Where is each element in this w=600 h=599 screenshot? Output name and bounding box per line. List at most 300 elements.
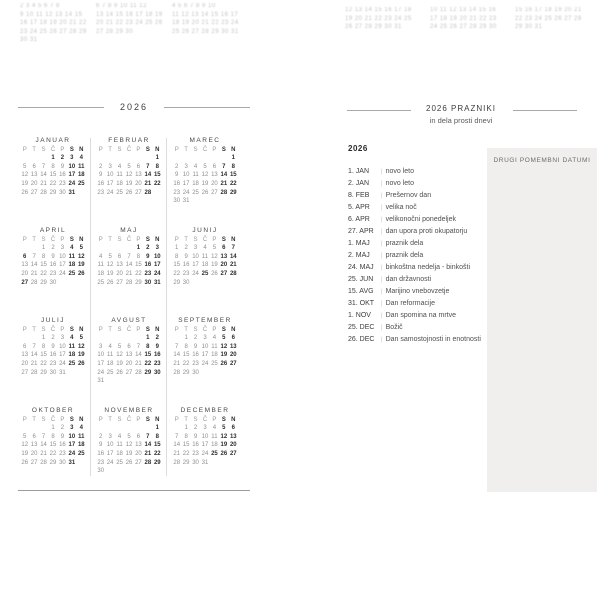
week-row [96,189,162,198]
day-cell: 6 [32,433,36,440]
weekday-header-row [20,236,86,244]
weekday-header: Č [126,327,132,333]
day-cell: 9 [155,343,159,350]
day-cell: 17 [59,352,66,359]
day-cell: 23 [192,450,199,457]
week-row [96,171,162,180]
day-cell: 17 [68,172,76,179]
week-row [96,334,162,343]
weekday-header-row [96,236,162,244]
month-title: MAREC [189,137,221,144]
month-title: FEBRUAR [108,137,150,144]
weekday-header: S [69,147,74,153]
day-cell: 24 [106,459,114,466]
week-row [20,253,86,262]
day-empty [200,369,209,378]
day-cell: 6 [222,245,226,252]
day-empty [115,467,124,476]
day-cell: 4 [193,163,198,170]
day-cell: 28 [30,279,38,286]
day-cell: 9 [51,343,55,350]
weekday-header: S [69,327,74,333]
day-cell: 13 [30,172,38,179]
day-cell: 30 [153,369,161,376]
day-empty [210,279,219,288]
day-cell: 6 [23,343,27,350]
day-cell: 9 [193,433,198,440]
day-empty [29,424,38,433]
day-cell: 16 [144,262,152,269]
day-cell: 31 [68,459,76,466]
day-cell: 4 [70,245,74,252]
week-row [96,360,162,369]
header-rule-right [513,110,577,111]
holiday-name: Marijino vnebovzetje [385,288,450,295]
day-cell: 8 [51,163,55,170]
day-cell: 1 [175,245,179,252]
day-cell: 20 [30,450,38,457]
day-cell: 3 [108,163,112,170]
day-cell: 6 [136,433,141,440]
month-julij [20,316,86,377]
weekday-header: Č [126,147,132,153]
day-cell: 28 [30,369,38,376]
day-cell: 24 [68,180,76,187]
month-title: NOVEMBER [104,407,154,414]
day-cell: 27 [135,459,142,466]
weekday-header: P [174,417,179,423]
day-cell: 20 [21,360,29,367]
day-cell: 12 [106,262,114,269]
holiday-date: 1. MAJ [348,240,370,247]
header-rule-left [18,107,104,108]
month-februar [96,136,162,197]
day-cell: 2 [51,335,55,342]
day-cell: 2 [155,335,159,342]
separator: | [381,301,383,307]
week-row [20,261,86,270]
week-row [96,270,162,279]
separator: | [381,337,383,343]
day-cell: 10 [106,442,114,449]
day-empty [96,334,105,343]
weekday-header: P [22,237,27,243]
day-empty [77,369,86,378]
day-cell: 22 [49,180,57,187]
weekday-header: P [136,237,141,243]
day-empty [134,154,143,163]
day-cell: 14 [229,253,237,260]
day-cell: 26 [21,189,29,196]
day-cell: 25 [116,189,123,196]
weekday-header: T [184,237,188,243]
day-cell: 22 [173,270,181,277]
day-empty [172,154,181,163]
week-row [96,261,162,270]
weekday-header: S [221,417,226,423]
day-cell: 3 [193,245,198,252]
day-cell: 17 [153,262,161,269]
week-row [20,163,86,172]
day-cell: 19 [106,270,114,277]
day-cell: 1 [155,425,159,432]
week-row [172,270,238,279]
day-empty [143,424,152,433]
faded-calendar-fragment: 6 7 8 9 10 11 12 13 14 15 16 17 18 19 20 21 22 23 24 25 26 27 28 29 30 [96,3,163,35]
weekday-header-row [172,416,238,424]
week-row [96,441,162,450]
holiday-date: 25. DEC [348,324,375,331]
day-cell: 11 [68,343,76,350]
day-cell: 30 [192,369,199,376]
day-empty [153,189,162,198]
month-title: DECEMBER [180,407,230,414]
weekday-header: S [41,327,46,333]
day-empty [124,334,133,343]
day-cell: 21 [30,270,38,277]
day-cell: 4 [203,245,207,252]
day-cell: 18 [77,172,85,179]
day-cell: 11 [107,352,114,359]
weekday-header: S [145,417,150,423]
day-cell: 17 [201,352,209,359]
day-cell: 7 [32,253,36,260]
week-row [172,369,238,378]
holiday-date: 8. FEB [348,192,370,199]
week-row [172,459,238,468]
week-row [96,180,162,189]
day-cell: 30 [192,459,199,466]
day-cell: 1 [51,155,55,162]
day-empty [219,197,228,206]
holiday-name: praznik dela [385,240,424,247]
weekday-header: N [79,237,84,243]
month-title: OKTOBER [31,407,75,414]
day-cell: 11 [211,433,218,440]
day-cell: 20 [220,262,228,269]
day-cell: 20 [21,270,29,277]
weekday-header: Č [202,327,208,333]
day-cell: 2 [184,245,188,252]
weekday-header: N [231,327,236,333]
holiday-row [348,336,484,344]
weekday-header: Č [126,237,132,243]
weekday-header: P [212,327,217,333]
week-row [20,279,86,288]
separator: | [381,313,383,319]
day-cell: 27 [21,279,29,286]
day-cell: 28 [40,459,47,466]
day-empty [115,154,124,163]
week-row [96,369,162,378]
day-cell: 18 [201,262,209,269]
holiday-name: velika noč [385,204,417,211]
day-empty [200,279,209,288]
week-row [96,424,162,433]
holiday-row [348,204,484,212]
day-cell: 14 [40,172,47,179]
day-cell: 31 [68,189,76,196]
weekday-header-row [96,146,162,154]
weekday-header: S [69,237,74,243]
week-row [96,163,162,172]
day-empty [143,377,152,386]
month-maj [96,226,162,287]
day-cell: 10 [68,163,76,170]
day-cell: 27 [30,459,38,466]
day-cell: 9 [146,253,150,260]
day-cell: 19 [21,180,29,187]
day-empty [200,197,209,206]
day-empty [191,197,200,206]
day-empty [172,424,181,433]
day-cell: 1 [231,155,235,162]
month-oktober [20,406,86,467]
day-cell: 19 [21,450,29,457]
day-cell: 5 [23,433,27,440]
day-cell: 16 [59,172,66,179]
weekday-header: N [155,147,160,153]
day-cell: 1 [146,335,150,342]
day-cell: 15 [49,172,57,179]
weekday-header: T [108,237,112,243]
day-empty [124,377,133,386]
day-cell: 10 [201,433,209,440]
day-cell: 9 [99,172,103,179]
week-row [172,334,238,343]
week-row [172,261,238,270]
day-empty [181,154,190,163]
weekday-header: P [212,237,217,243]
weekday-header-row [172,146,238,154]
weekday-header: S [193,417,198,423]
day-cell: 30 [59,189,66,196]
day-cell: 9 [99,442,103,449]
day-cell: 24 [106,189,114,196]
day-cell: 20 [229,352,237,359]
holiday-name: dan upora proti okupatorju [385,228,468,235]
day-cell: 7 [136,343,141,350]
faded-calendar-fragment: 2 3 4 5 6 7 8 9 10 11 12 13 14 15 16 17 18 19 20 21 22 23 24 25 26 27 28 29 30 31 [20,3,87,43]
day-cell: 26 [106,279,114,286]
day-cell: 17 [192,262,199,269]
day-cell: 11 [68,253,76,260]
day-cell: 19 [125,450,133,457]
weekday-header: S [193,327,198,333]
day-cell: 4 [212,335,217,342]
weekday-header-row [20,146,86,154]
weekday-header: P [60,147,65,153]
day-cell: 11 [192,172,199,179]
day-cell: 14 [173,442,181,449]
day-cell: 29 [173,279,181,286]
day-cell: 6 [32,163,36,170]
day-empty [124,424,133,433]
holiday-date: 1. NOV [348,312,371,319]
day-cell: 23 [59,450,66,457]
holiday-date: 27. APR [348,228,374,235]
day-cell: 14 [125,262,133,269]
weekday-header: T [184,147,188,153]
day-cell: 29 [49,189,57,196]
weekday-header: Č [126,417,132,423]
day-cell: 8 [41,343,46,350]
left-page-header [18,102,250,112]
week-row [20,343,86,352]
day-cell: 30 [173,198,181,205]
day-cell: 29 [182,369,190,376]
day-cell: 10 [59,343,66,350]
day-cell: 2 [175,163,179,170]
holiday-name: Dan samostojnosti in enotnosti [385,336,481,343]
weekday-header: S [193,147,198,153]
weekday-header: S [41,417,46,423]
holiday-date: 24. MAJ [348,264,374,271]
weekday-header: T [108,147,112,153]
day-empty [29,154,38,163]
weekday-header: P [212,147,217,153]
day-empty [105,377,114,386]
day-cell: 27 [229,450,237,457]
day-cell: 29 [40,279,47,286]
day-cell: 24 [153,270,161,277]
day-cell: 28 [173,459,181,466]
faded-calendar-fragment: 15 16 17 18 19 20 21 22 23 24 25 26 27 28 29 30 31 [515,7,582,30]
day-cell: 13 [135,172,142,179]
day-cell: 25 [97,279,105,286]
day-cell: 18 [68,262,76,269]
day-cell: 10 [153,253,161,260]
day-cell: 21 [30,360,38,367]
day-cell: 18 [106,360,114,367]
day-cell: 15 [182,442,190,449]
day-cell: 19 [116,360,123,367]
day-cell: 1 [41,245,46,252]
day-empty [77,279,86,288]
other-dates-title: DRUGI POMEMBNI DATUMI [493,157,591,164]
day-empty [58,279,67,288]
day-cell: 7 [222,163,226,170]
day-empty [20,244,29,253]
day-empty [105,467,114,476]
day-empty [210,369,219,378]
holiday-name: Dan reformacije [385,300,435,307]
day-cell: 20 [135,180,142,187]
day-cell: 31 [182,198,190,205]
day-cell: 13 [229,343,237,350]
faded-calendar-fragment: 4 5 6 7 8 9 10 11 12 13 14 15 16 17 18 19 20 21 22 23 24 25 26 27 28 29 30 31 [172,3,239,35]
day-cell: 3 [203,425,207,432]
day-cell: 22 [153,180,161,187]
holiday-row [348,192,484,200]
day-cell: 7 [41,163,46,170]
weekday-header: N [155,327,160,333]
day-cell: 8 [184,433,188,440]
day-cell: 15 [153,172,161,179]
day-cell: 30 [144,279,152,286]
weekday-header: S [41,237,46,243]
week-row [20,154,86,163]
week-row [20,171,86,180]
weekday-header: S [221,147,226,153]
day-cell: 23 [144,270,152,277]
holiday-date: 15. AVG [348,288,374,295]
day-cell: 26 [116,369,123,376]
day-cell: 22 [40,360,47,367]
weekday-header: T [184,417,188,423]
holidays-title: 2026 PRAZNIKI [426,104,496,113]
week-row [20,433,86,442]
day-cell: 8 [155,433,159,440]
day-cell: 15 [49,442,57,449]
separator: | [381,241,383,247]
day-cell: 15 [229,172,237,179]
day-empty [115,424,124,433]
day-cell: 22 [40,270,47,277]
weekday-header-row [20,416,86,424]
day-cell: 8 [155,163,159,170]
month-marec [172,136,238,206]
day-cell: 3 [70,155,74,162]
day-cell: 12 [125,442,133,449]
day-cell: 17 [201,442,209,449]
day-cell: 23 [97,189,105,196]
day-cell: 17 [106,450,114,457]
other-dates-panel [487,148,597,492]
weekday-header: S [117,237,122,243]
day-cell: 27 [125,369,133,376]
day-cell: 18 [97,270,105,277]
day-cell: 27 [229,360,237,367]
weekday-header: S [41,147,46,153]
day-cell: 5 [79,245,83,252]
day-cell: 26 [211,270,218,277]
faded-calendar-fragment: 10 11 12 13 14 15 16 17 18 19 20 21 22 23 24 25 26 27 28 29 30 [430,7,497,30]
day-cell: 13 [30,442,38,449]
day-cell: 14 [40,442,47,449]
day-cell: 25 [211,450,218,457]
day-cell: 31 [59,369,66,376]
weekday-header: S [117,147,122,153]
day-cell: 22 [135,270,142,277]
day-empty [115,244,124,253]
day-cell: 28 [144,189,152,196]
separator: | [381,169,383,175]
week-row [20,441,86,450]
day-empty [20,334,29,343]
day-cell: 25 [77,450,85,457]
separator: | [381,265,383,271]
day-cell: 19 [211,262,218,269]
day-cell: 12 [21,442,29,449]
week-row [172,441,238,450]
day-cell: 10 [97,352,105,359]
month-november [96,406,162,476]
day-cell: 1 [51,425,55,432]
day-cell: 12 [201,172,209,179]
holiday-row [348,312,484,320]
week-row [20,244,86,253]
week-row [96,253,162,262]
month-title: JANUAR [35,137,71,144]
week-row [20,424,86,433]
day-cell: 23 [173,189,181,196]
weekday-header: P [98,327,103,333]
weekday-header: S [117,417,122,423]
weekday-header: T [32,147,36,153]
day-empty [39,424,48,433]
week-row [172,360,238,369]
